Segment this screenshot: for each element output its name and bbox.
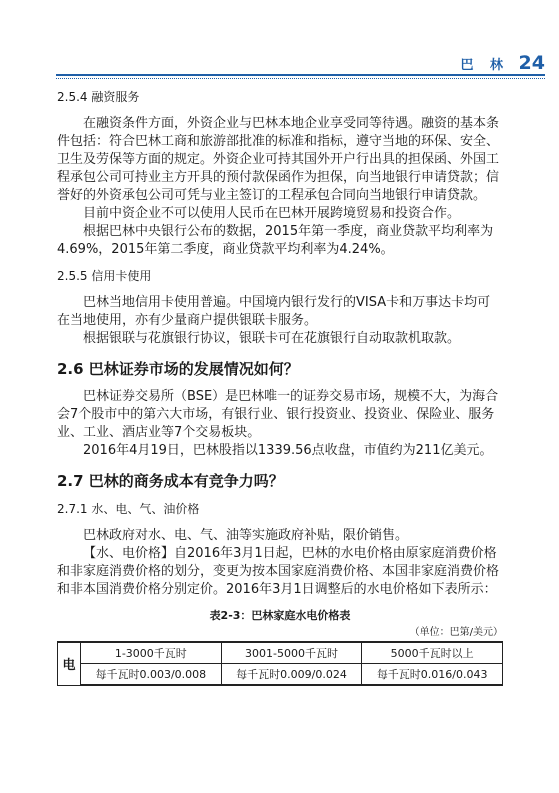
table-row: [58, 642, 503, 664]
heading-2-5-5: 2.5.5 信用卡使用: [57, 269, 152, 283]
heading-2-6: 2.6 巴林证券市场的发展情况如何？: [57, 360, 299, 378]
header-country-label: 巴 林: [460, 58, 509, 73]
paragraph-rmb-restriction: 目前中资企业不可以使用人民币在巴林开展跨境贸易和投资合作。: [83, 206, 461, 221]
table-header-cell: 5000千瓦时以上: [362, 642, 503, 664]
page-header: [0, 52, 559, 82]
paragraph-water-electricity-prices: 【水、电价格】自2016年3月1日起，巴林的水电价格由原家庭消费价格和非家庭消费价格的划分，变更为按本国家庭消费价格、本国非家庭消费价格和非本国消费价格分别定价。2016年3月1日调整后的水电价格如下表所示：: [57, 546, 500, 597]
paragraph-credit-card-usage: 巴林当地信用卡使用普遍。中国境内银行发行的VISA卡和万事达卡均可在当地使用，亦有少量商户提供银联卡服务。: [57, 295, 491, 328]
header-rule-thick: [56, 74, 545, 76]
table-row: [58, 664, 503, 686]
page-content: [57, 84, 503, 686]
table-unit: （单位：巴第/美元）: [409, 627, 503, 638]
paragraph-subsidies: 巴林政府对水、电、气、油等实施政府补贴，限价销售。: [83, 528, 409, 543]
header-rule-thin: [56, 78, 545, 79]
table-header-cell: 3001-5000千瓦时: [221, 642, 362, 664]
paragraph-bahrain-bourse: 巴林证券交易所（BSE）是巴林唯一的证券交易市场，规模不大，为海合会7个股市中的第六大市场，有银行业、银行投资业、投资业、保险业、服务业、工业、酒店业等7个交易板块。: [57, 389, 499, 440]
electricity-price-table: [57, 641, 503, 686]
table-category-cell: 电: [58, 642, 81, 685]
heading-2-5-4: 2.5.4 融资服务: [57, 90, 140, 104]
header-rule: [56, 74, 545, 78]
heading-2-7-1: 2.7.1 水、电、气、油价格: [57, 502, 200, 516]
table-header-cell: 1-3000千瓦时: [81, 642, 222, 664]
paragraph-index-close: 2016年4月19日，巴林股指以1339.56点收盘，市值约为211亿美元。: [83, 443, 493, 458]
paragraph-unionpay-citibank: 根据银联与花旗银行协议，银联卡可在花旗银行自动取款机取款。: [83, 331, 461, 346]
heading-2-7: 2.7 巴林的商务成本有竞争力吗？: [57, 472, 284, 490]
page-number: 24: [518, 52, 545, 74]
table-value-cell: 每千瓦时0.009/0.024: [221, 664, 362, 686]
paragraph-financing-conditions: 在融资条件方面，外资企业与巴林本地企业享受同等待遇。融资的基本条件包括：符合巴林工商和旅游部批准的标准和指标，遵守当地的环保、安全、卫生及劳保等方面的规定。外资企业可持其国外开户行出具的担保函、外国工程承包公司可持业主方开具的预付款保函作为担保，向当地银行申请贷款；信誉好的外资承包公司可凭与业主签订的工程承包合同向当地银行申请贷款。: [57, 116, 500, 203]
table-title: 表2-3：巴林家庭水电价格表: [209, 609, 351, 622]
paragraph-loan-rates: 根据巴林中央银行公布的数据，2015年第一季度，商业贷款平均利率为4.69%，2015年第二季度，商业贷款平均利率为4.24%。: [57, 224, 494, 257]
table-value-cell: 每千瓦时0.016/0.043: [362, 664, 503, 686]
table-value-cell: 每千瓦时0.003/0.008: [81, 664, 222, 686]
